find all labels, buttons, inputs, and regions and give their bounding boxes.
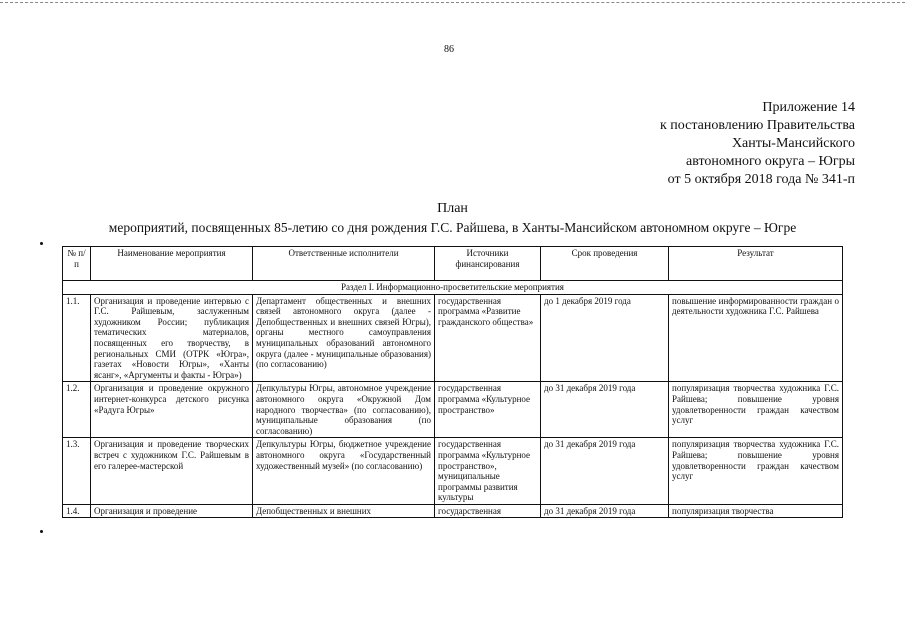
cell-executors: Депкультуры Югры, автономное учреждение автономного округа «Окружной Дом народного творчества» (по согласованию), муниципальные образования (по согласованию) [253, 382, 435, 438]
cell-term: до 31 декабря 2019 года [541, 438, 669, 505]
cell-name: Организация и проведение окружного интернет-конкурса детского рисунка «Радуга Югры» [91, 382, 253, 438]
cell-num: 1.4. [63, 504, 91, 518]
plan-table [62, 246, 843, 518]
cell-executors: Депобщественных и внешних [253, 504, 435, 518]
cell-term: до 31 декабря 2019 года [541, 382, 669, 438]
cell-result: популяризация творчества [669, 504, 843, 518]
cell-name: Организация и проведение [91, 504, 253, 518]
table-header-row [63, 247, 843, 281]
appendix-block [495, 99, 855, 189]
plan-subtitle: мероприятий, посвященных 85-летию со дня рождения Г.С. Райшева, в Ханты-Мансийском автономном округе – Югре [108, 220, 797, 235]
table-row [63, 438, 843, 505]
table-row [63, 294, 843, 382]
page-number: 86 [444, 44, 454, 55]
appendix-line: от 5 октября 2018 года № 341-п [667, 172, 855, 187]
appendix-line: Ханты-Мансийского [731, 136, 855, 151]
header-term: Срок проведения [541, 247, 669, 281]
cell-sources: государственная программа «Культурное пространство», муниципальные программы развития культуры [435, 438, 541, 505]
section-title: Раздел I. Информационно-просветительские мероприятия [63, 281, 843, 295]
cell-sources: государственная программа «Развитие гражданского общества» [435, 294, 541, 382]
cell-result: повышение информированности граждан о деятельности художника Г.С. Райшева [669, 294, 843, 382]
cell-num: 1.3. [63, 438, 91, 505]
cell-result: популяризация творчества художника Г.С. Райшева; повышение уровня удовлетворенности граждан качеством услуг [669, 438, 843, 505]
table-row [63, 504, 843, 518]
cell-term: до 31 декабря 2019 года [541, 504, 669, 518]
appendix-line: к постановлению Правительства [659, 118, 855, 133]
table-row [63, 382, 843, 438]
header-result: Результат [669, 247, 843, 281]
cell-name: Организация и проведение творческих встреч с художником Г.С. Райшевым в его галерее-мастерской [91, 438, 253, 505]
cell-executors: Департамент общественных и внешних связей автономного округа (далее - Депобщественных и внешних связей Югры), органы местного самоуправления муниципальных образований автономного округа (далее - муниципальные образования) (по согласованию) [253, 294, 435, 382]
cell-executors: Депкультуры Югры, бюджетное учреждение автономного округа «Государственный художественный музей» (по согласованию) [253, 438, 435, 505]
section-row [63, 281, 843, 295]
cell-sources: государственная программа «Культурное пространство» [435, 382, 541, 438]
scan-mark [40, 242, 43, 245]
header-sources: Источники финансирования [435, 247, 541, 281]
top-scan-edge [0, 2, 905, 3]
appendix-line: Приложение 14 [762, 100, 855, 115]
scan-mark [40, 530, 43, 533]
cell-sources: государственная [435, 504, 541, 518]
cell-num: 1.1. [63, 294, 91, 382]
cell-result: популяризация творчества художника Г.С. Райшева; повышение уровня удовлетворенности граждан качеством услуг [669, 382, 843, 438]
header-num: № п/п [63, 247, 91, 281]
header-executors: Ответственные исполнители [253, 247, 435, 281]
cell-term: до 1 декабря 2019 года [541, 294, 669, 382]
cell-num: 1.2. [63, 382, 91, 438]
appendix-line: автономного округа – Югры [686, 154, 855, 169]
cell-name: Организация и проведение интервью с Г.С. Райшевым, заслуженным художником России; публикация тематических материалов, посвященных его творчеству, в региональных СМИ (ОТРК «Югра», газетах «Новости Югры», «Ханты ясанг», «Аргументы и факты - Югра») [91, 294, 253, 382]
header-name: Наименование мероприятия [91, 247, 253, 281]
plan-title: План [437, 201, 468, 216]
